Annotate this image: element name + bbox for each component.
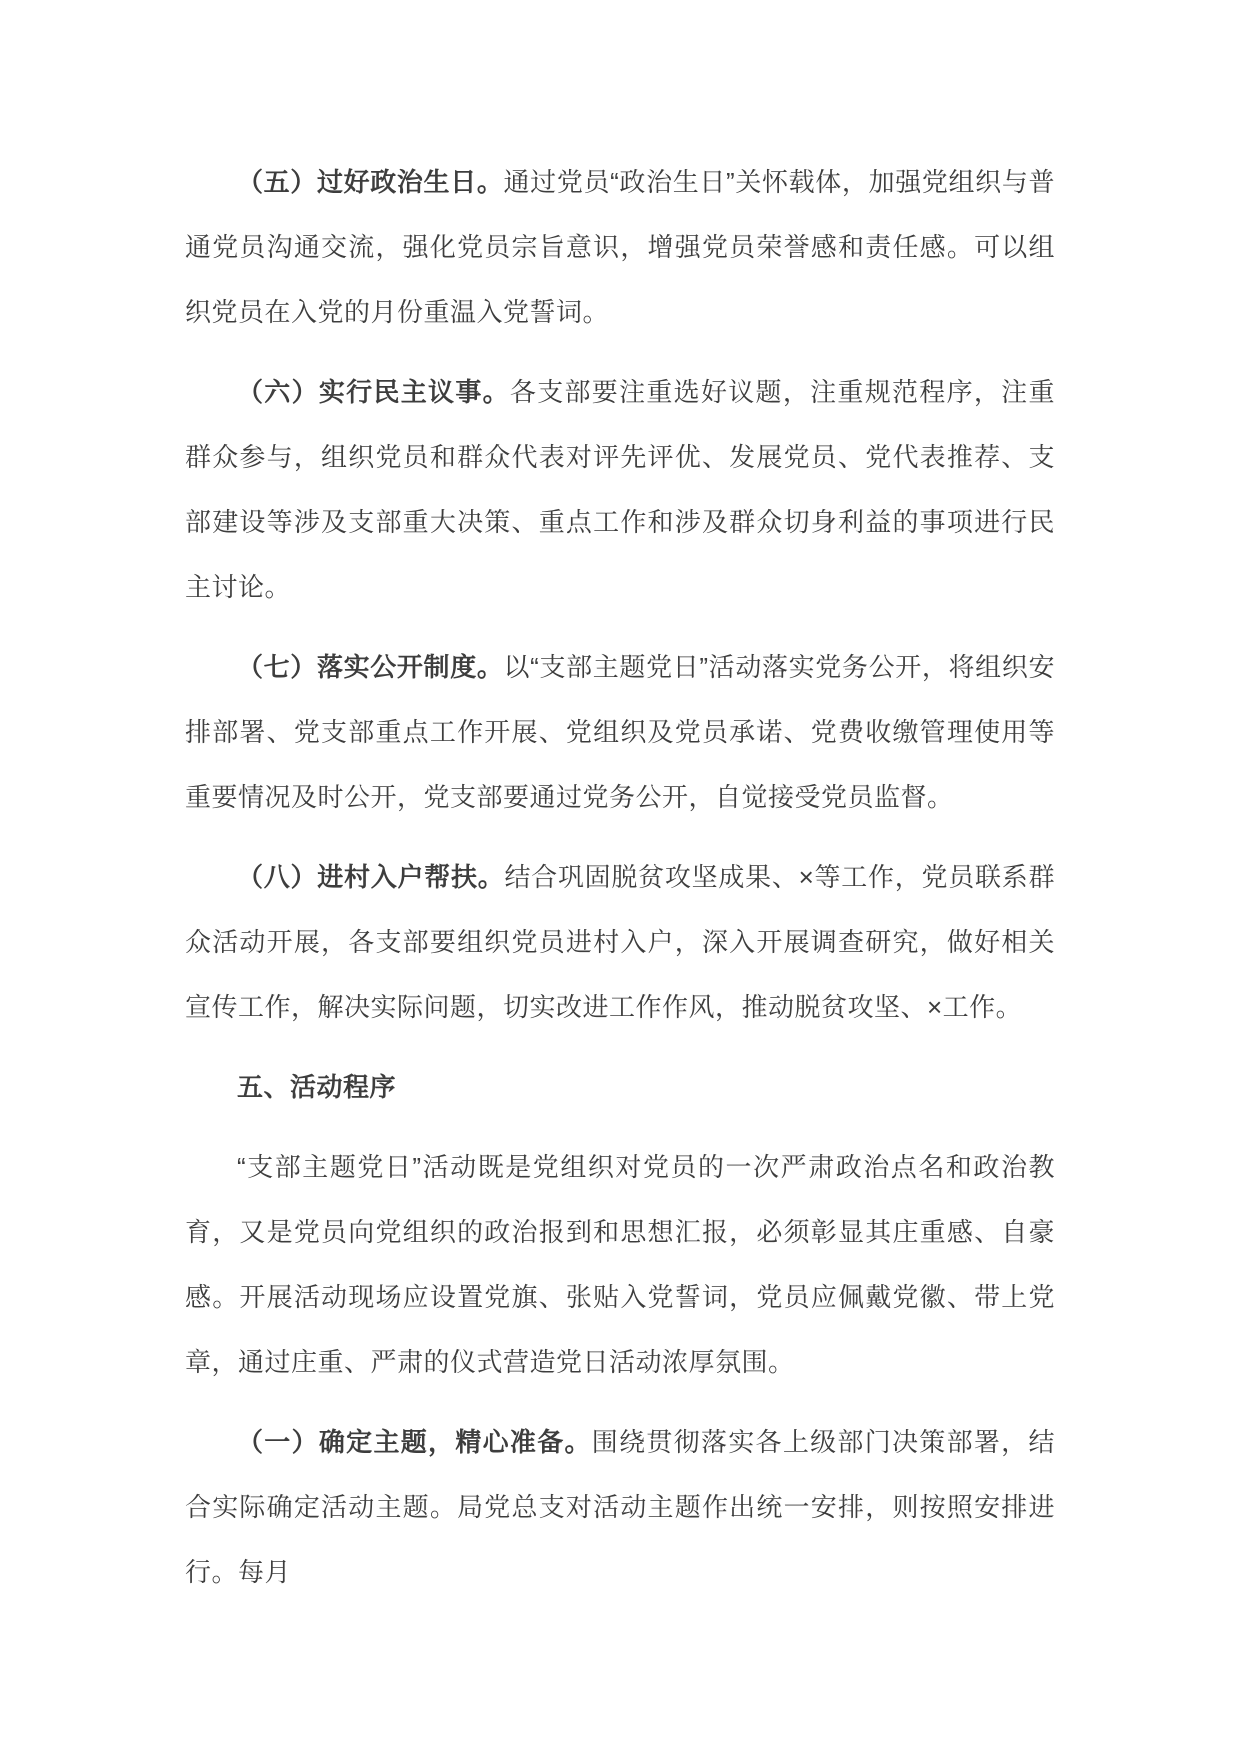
paragraph-text: 结合巩固脱贫攻坚成果、×等工作，党员联系群众活动开展，各支部要组织党员进村入户，深入开展调查研究，做好相关宣传工作，解决实际问题，切实改进工作作风，推动脱贫攻坚、×工作。 [185, 862, 1055, 1022]
section-heading [185, 1055, 1055, 1120]
paragraph [185, 360, 1055, 620]
paragraph-lead: （七）落实公开制度。 [237, 652, 504, 682]
paragraph-text: 各支部要注重选好议题，注重规范程序，注重群众参与，组织党员和群众代表对评先评优、发展党员、党代表推荐、支部建设等涉及支部重大决策、重点工作和涉及群众切身利益的事项进行民主讨论。 [185, 377, 1055, 602]
paragraph [185, 150, 1055, 345]
paragraph-lead: （六）实行民主议事。 [237, 377, 510, 407]
document-body [185, 150, 1055, 1605]
paragraph-lead: 五、活动程序 [237, 1072, 397, 1102]
paragraph [185, 635, 1055, 830]
paragraph [185, 845, 1055, 1040]
paragraph [185, 1135, 1055, 1395]
paragraph [185, 1410, 1055, 1605]
paragraph-text: “支部主题党日”活动既是党组织对党员的一次严肃政治点名和政治教育，又是党员向党组织的政治报到和思想汇报，必须彰显其庄重感、自豪感。开展活动现场应设置党旗、张贴入党誓词，党员应佩戴党徽、带上党章，通过庄重、严肃的仪式营造党日活动浓厚氛围。 [185, 1152, 1055, 1377]
paragraph-lead: （八）进村入户帮扶。 [237, 862, 505, 892]
paragraph-lead: （一）确定主题，精心准备。 [237, 1427, 592, 1457]
paragraph-text: 通过党员“政治生日”关怀载体，加强党组织与普通党员沟通交流，强化党员宗旨意识，增强党员荣誉感和责任感。可以组织党员在入党的月份重温入党誓词。 [185, 167, 1055, 327]
paragraph-text: 以“支部主题党日”活动落实党务公开，将组织安排部署、党支部重点工作开展、党组织及党员承诺、党费收缴管理使用等重要情况及时公开，党支部要通过党务公开，自觉接受党员监督。 [185, 652, 1055, 812]
paragraph-lead: （五）过好政治生日。 [237, 167, 504, 197]
paragraph-text: 围绕贯彻落实各上级部门决策部署，结合实际确定活动主题。局党总支对活动主题作出统一安排，则按照安排进行。每月 [185, 1427, 1055, 1587]
